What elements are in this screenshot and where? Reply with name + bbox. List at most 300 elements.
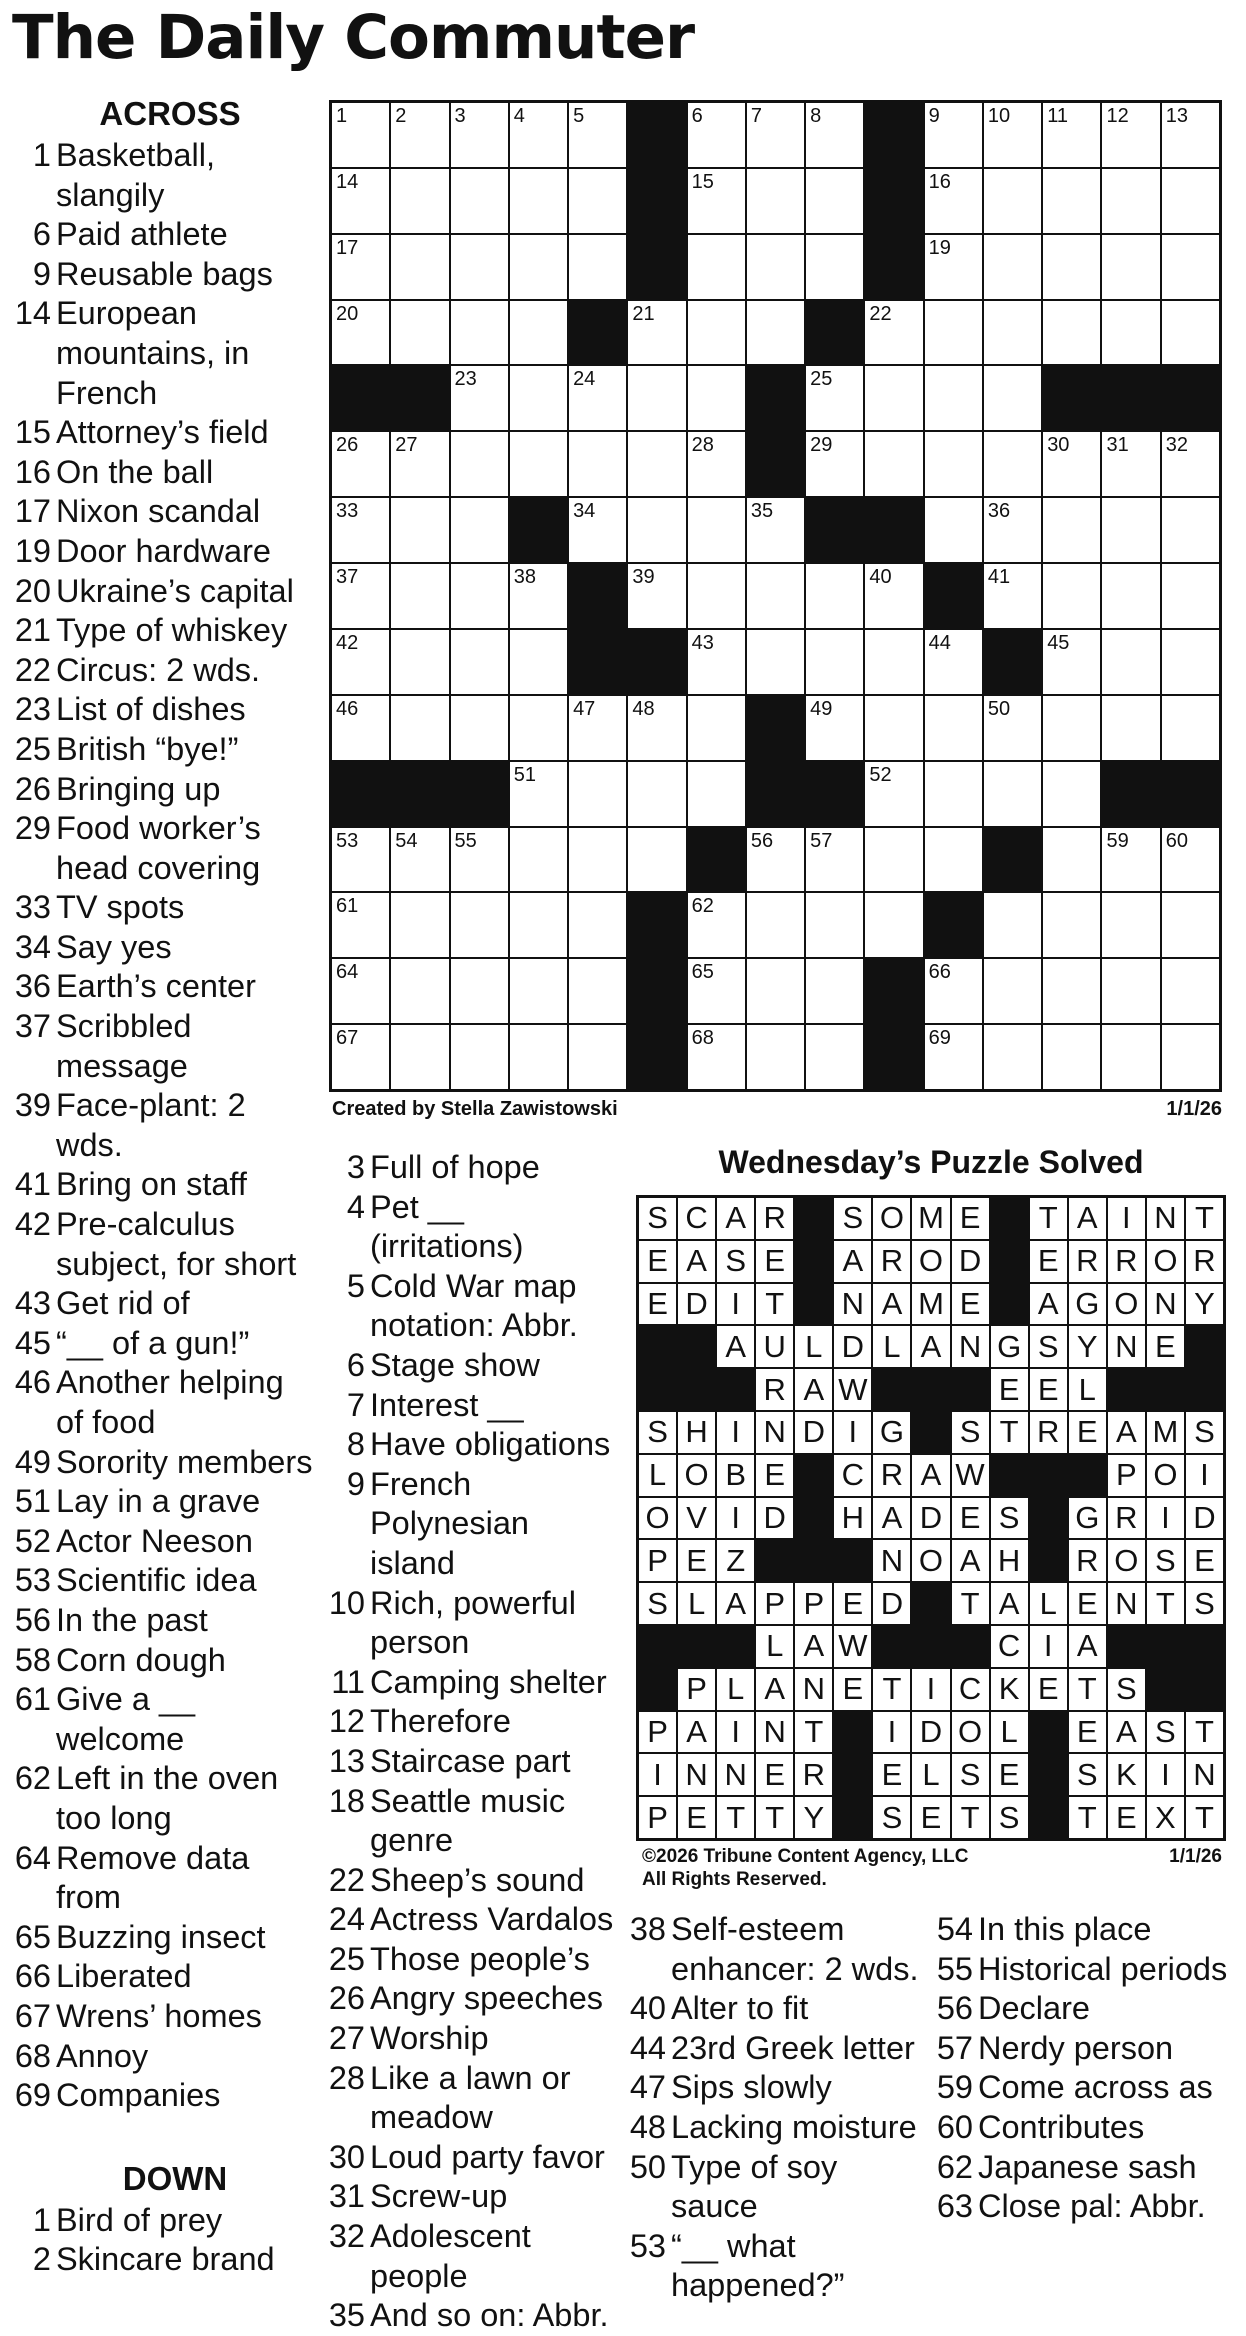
grid-cell[interactable] (984, 1025, 1041, 1089)
grid-cell[interactable] (806, 564, 863, 628)
grid-cell[interactable] (332, 1025, 389, 1089)
grid-cell[interactable] (510, 235, 567, 299)
grid-cell[interactable] (332, 498, 389, 562)
grid-cell[interactable] (510, 1025, 567, 1089)
black-square (688, 828, 745, 892)
clue-text: Food worker’s head covering (56, 810, 261, 886)
grid-cell[interactable] (391, 498, 448, 562)
grid-cell[interactable] (628, 696, 685, 760)
grid-cell[interactable] (332, 630, 389, 694)
grid-cell[interactable] (806, 630, 863, 694)
grid-cell[interactable] (391, 828, 448, 892)
grid-cell[interactable] (865, 696, 922, 760)
clue-text: Screw-up (370, 2178, 508, 2215)
grid-cell[interactable] (806, 169, 863, 233)
grid-cell[interactable] (569, 1025, 626, 1089)
down-clue (318, 1267, 618, 1346)
grid-cell[interactable] (806, 828, 863, 892)
down-clue (4, 2240, 316, 2280)
grid-cell[interactable] (925, 1025, 982, 1089)
solution-letter: P (639, 1540, 676, 1581)
grid-cell[interactable] (747, 828, 804, 892)
across-clue (4, 1641, 316, 1681)
grid-cell[interactable] (569, 432, 626, 496)
clue-text: Basketball, slangily (56, 137, 215, 213)
solution-letter: H (991, 1540, 1028, 1581)
down-clue (318, 2059, 618, 2138)
grid-cell[interactable] (332, 828, 389, 892)
grid-cell[interactable] (451, 696, 508, 760)
grid-cell[interactable] (1102, 498, 1159, 562)
grid-cell[interactable] (451, 498, 508, 562)
grid-cell[interactable] (332, 696, 389, 760)
grid-cell[interactable] (1102, 893, 1159, 957)
clue-text: On the ball (56, 453, 214, 490)
solution-letter: A (678, 1712, 715, 1753)
grid-cell[interactable] (688, 235, 745, 299)
grid-cell[interactable] (1162, 696, 1219, 760)
solution-letter: I (834, 1412, 871, 1453)
across-clue (4, 255, 316, 295)
grid-cell[interactable] (747, 959, 804, 1023)
clue-number: 56 (14, 1601, 51, 1638)
clue-text: Come across as (978, 2069, 1213, 2106)
grid-cell[interactable] (984, 169, 1041, 233)
grid-cell[interactable] (747, 1025, 804, 1089)
grid-cell[interactable] (451, 301, 508, 365)
clue-number: 49 (14, 1443, 51, 1480)
grid-cell[interactable] (925, 235, 982, 299)
across-clue (4, 1086, 316, 1165)
grid-cell[interactable] (984, 103, 1041, 167)
grid-cell[interactable] (1162, 564, 1219, 628)
solution-letter: E (1030, 1241, 1067, 1282)
grid-cell[interactable] (925, 169, 982, 233)
down-clue (318, 1425, 618, 1465)
down-clue (626, 2029, 931, 2069)
clue-text: Have obligations (370, 1426, 611, 1463)
cell-number: 53 (336, 829, 359, 852)
solution-letter: V (678, 1498, 715, 1539)
grid-cell[interactable] (1043, 630, 1100, 694)
grid-cell[interactable] (1162, 959, 1219, 1023)
solved-title: Wednesday’s Puzzle Solved (718, 1144, 1144, 1180)
solution-letter: N (678, 1754, 715, 1795)
clue-text: Contributes (978, 2108, 1145, 2145)
black-square (391, 366, 448, 430)
solution-letter: S (639, 1583, 676, 1624)
across-list (4, 136, 316, 2116)
cell-number: 43 (691, 631, 714, 654)
black-square (639, 1369, 676, 1410)
grid-cell[interactable] (391, 959, 448, 1023)
cell-number: 8 (810, 105, 822, 127)
solution-letter: E (1186, 1540, 1223, 1581)
grid-cell[interactable] (1162, 103, 1219, 167)
black-square (795, 1198, 832, 1239)
grid-cell[interactable] (747, 893, 804, 957)
grid-cell[interactable] (391, 630, 448, 694)
grid-cell[interactable] (510, 762, 567, 826)
grid-cell[interactable] (747, 564, 804, 628)
grid-cell[interactable] (510, 828, 567, 892)
grid-cell[interactable] (451, 432, 508, 496)
grid-cell[interactable] (1162, 828, 1219, 892)
grid-cell[interactable] (332, 235, 389, 299)
grid-cell[interactable] (984, 893, 1041, 957)
grid-cell[interactable] (688, 169, 745, 233)
grid-cell[interactable] (806, 432, 863, 496)
grid-cell[interactable] (391, 564, 448, 628)
grid-cell[interactable] (391, 1025, 448, 1089)
grid-cell[interactable] (1043, 564, 1100, 628)
grid-cell[interactable] (510, 301, 567, 365)
black-square (451, 762, 508, 826)
grid-cell[interactable] (451, 630, 508, 694)
down-clue (318, 1663, 618, 1703)
grid-cell[interactable] (747, 630, 804, 694)
grid-cell[interactable] (569, 893, 626, 957)
grid-cell[interactable] (1162, 498, 1219, 562)
grid-cell[interactable] (688, 432, 745, 496)
down-clue (318, 1782, 618, 1861)
grid-cell[interactable] (391, 235, 448, 299)
clue-number: 55 (936, 1950, 973, 1987)
grid-cell[interactable] (451, 103, 508, 167)
clue-text: French Polynesian island (370, 1465, 529, 1581)
solution-letter: I (873, 1712, 910, 1753)
grid-cell[interactable] (984, 366, 1041, 430)
grid-cell[interactable] (747, 169, 804, 233)
grid-cell[interactable] (925, 696, 982, 760)
grid-cell[interactable] (628, 498, 685, 562)
grid-cell[interactable] (1102, 696, 1159, 760)
solution-letter: E (991, 1369, 1028, 1410)
solution-letter: R (873, 1241, 910, 1282)
grid-cell[interactable] (1043, 432, 1100, 496)
grid-cell[interactable] (332, 301, 389, 365)
grid-cell[interactable] (984, 432, 1041, 496)
grid-cell[interactable] (747, 103, 804, 167)
clue-text: Close pal: Abbr. (978, 2188, 1206, 2225)
grid-cell[interactable] (984, 696, 1041, 760)
clue-text: Staircase part (370, 1742, 571, 1779)
grid-cell[interactable] (569, 762, 626, 826)
across-clue (4, 1918, 316, 1958)
grid-cell[interactable] (569, 235, 626, 299)
cell-number: 60 (1165, 829, 1188, 852)
black-square (569, 301, 626, 365)
black-square (1030, 1712, 1067, 1753)
grid-cell[interactable] (451, 564, 508, 628)
clue-text: Lacking moisture (671, 2108, 917, 2145)
solution-letter: S (1147, 1712, 1184, 1753)
solution-letter: A (1108, 1712, 1145, 1753)
solution-letter: A (795, 1626, 832, 1667)
down-clue (933, 2068, 1233, 2108)
grid-cell[interactable] (569, 498, 626, 562)
grid-cell[interactable] (1043, 1025, 1100, 1089)
black-square (678, 1626, 715, 1667)
down-clue (933, 1910, 1233, 1950)
solution-letter: S (639, 1198, 676, 1239)
grid-cell[interactable] (925, 959, 982, 1023)
grid-cell[interactable] (391, 432, 448, 496)
grid-cell[interactable] (510, 696, 567, 760)
clue-text: Adolescent people (370, 2218, 531, 2294)
down-clues-col2 (318, 1148, 618, 2336)
grid-cell[interactable] (1102, 564, 1159, 628)
grid-cell[interactable] (1043, 169, 1100, 233)
grid-cell[interactable] (391, 301, 448, 365)
across-clue (4, 967, 316, 1007)
black-square (795, 1241, 832, 1282)
solution-letter: I (717, 1712, 754, 1753)
grid-cell[interactable] (510, 169, 567, 233)
grid-cell[interactable] (332, 959, 389, 1023)
solution-letter: D (1186, 1498, 1223, 1539)
down-clue (318, 2019, 618, 2059)
black-square (865, 1025, 922, 1089)
down-list-4 (933, 1910, 1233, 2227)
grid-cell[interactable] (451, 1025, 508, 1089)
grid-cell[interactable] (865, 893, 922, 957)
grid-cell[interactable] (925, 366, 982, 430)
solution-letter: E (756, 1241, 793, 1282)
grid-cell[interactable] (1043, 235, 1100, 299)
grid-cell[interactable] (984, 498, 1041, 562)
grid-cell[interactable] (865, 762, 922, 826)
grid-cell[interactable] (1102, 301, 1159, 365)
grid-cell[interactable] (806, 696, 863, 760)
grid-cell[interactable] (1102, 103, 1159, 167)
clue-number: 22 (328, 1861, 365, 1898)
clue-number: 9 (346, 1465, 365, 1502)
across-clue (4, 215, 316, 255)
grid-cell[interactable] (806, 959, 863, 1023)
grid-cell[interactable] (628, 432, 685, 496)
grid-cell[interactable] (1162, 301, 1219, 365)
down-clue (933, 2148, 1233, 2188)
grid-cell[interactable] (332, 432, 389, 496)
grid-cell[interactable] (391, 169, 448, 233)
solution-letter: P (639, 1797, 676, 1838)
across-clue (4, 1680, 316, 1759)
solution-letter: E (991, 1754, 1028, 1795)
grid-cell[interactable] (332, 893, 389, 957)
clue-number: 6 (32, 216, 51, 253)
clue-number: 53 (629, 2227, 666, 2264)
across-clue (4, 453, 316, 493)
cell-number: 45 (1047, 631, 1070, 654)
grid-cell[interactable] (688, 893, 745, 957)
grid-cell[interactable] (1162, 235, 1219, 299)
grid-cell[interactable] (1102, 432, 1159, 496)
grid-cell[interactable] (1043, 893, 1100, 957)
solution-letter: L (756, 1626, 793, 1667)
solution-letter: T (1069, 1669, 1106, 1710)
grid-cell[interactable] (1043, 498, 1100, 562)
clue-number: 51 (14, 1483, 51, 1520)
grid-cell[interactable] (688, 959, 745, 1023)
grid-cell[interactable] (747, 498, 804, 562)
grid-cell[interactable] (865, 366, 922, 430)
grid-cell[interactable] (1043, 301, 1100, 365)
clue-number: 54 (936, 1911, 973, 1947)
grid-cell[interactable] (391, 103, 448, 167)
solution-letter: T (756, 1797, 793, 1838)
grid-cell[interactable] (1043, 828, 1100, 892)
solution-letter: S (1069, 1754, 1106, 1795)
grid-cell[interactable] (628, 828, 685, 892)
grid-cell[interactable] (865, 828, 922, 892)
grid-cell[interactable] (688, 301, 745, 365)
grid-cell[interactable] (451, 828, 508, 892)
across-clue (4, 730, 316, 770)
grid-cell[interactable] (628, 564, 685, 628)
down-clue (318, 1702, 618, 1742)
grid-cell[interactable] (688, 498, 745, 562)
grid-cell[interactable] (1162, 169, 1219, 233)
grid-cell[interactable] (451, 169, 508, 233)
grid-cell[interactable] (747, 301, 804, 365)
grid-cell[interactable] (688, 1025, 745, 1089)
grid-cell[interactable] (688, 762, 745, 826)
solution-letter: N (1147, 1284, 1184, 1325)
grid-cell[interactable] (391, 696, 448, 760)
grid-cell[interactable] (925, 301, 982, 365)
down-clue (318, 2217, 618, 2296)
grid-cell[interactable] (806, 103, 863, 167)
grid-cell[interactable] (688, 564, 745, 628)
grid-cell[interactable] (1043, 762, 1100, 826)
grid-cell[interactable] (510, 893, 567, 957)
grid-cell[interactable] (569, 169, 626, 233)
grid-cell[interactable] (1162, 432, 1219, 496)
clue-text: Seattle music genre (370, 1782, 566, 1859)
grid-cell[interactable] (510, 432, 567, 496)
grid-cell[interactable] (925, 828, 982, 892)
grid-cell[interactable] (688, 630, 745, 694)
grid-cell[interactable] (1102, 1025, 1159, 1089)
cell-number: 36 (987, 500, 1011, 523)
grid-cell[interactable] (688, 103, 745, 167)
grid-cell[interactable] (865, 630, 922, 694)
clue-number: 20 (14, 572, 51, 609)
grid-cell[interactable] (510, 630, 567, 694)
grid-cell[interactable] (569, 828, 626, 892)
grid-cell[interactable] (391, 893, 448, 957)
grid-cell[interactable] (688, 366, 745, 430)
grid-cell[interactable] (628, 366, 685, 430)
grid-cell[interactable] (451, 366, 508, 430)
grid-cell[interactable] (510, 959, 567, 1023)
grid-cell[interactable] (865, 301, 922, 365)
grid-cell[interactable] (1043, 959, 1100, 1023)
solution-letter: R (1069, 1540, 1106, 1581)
grid-cell[interactable] (865, 432, 922, 496)
clue-number: 47 (629, 2069, 666, 2106)
grid-cell[interactable] (1043, 103, 1100, 167)
grid-cell[interactable] (1162, 1025, 1219, 1089)
black-square (628, 893, 685, 957)
clue-number: 12 (328, 1703, 365, 1740)
solution-letter: D (756, 1498, 793, 1539)
grid-cell[interactable] (332, 564, 389, 628)
clue-number: 24 (328, 1901, 365, 1938)
black-square (639, 1626, 676, 1667)
grid-cell[interactable] (451, 893, 508, 957)
black-square (834, 1540, 871, 1581)
clue-number: 21 (14, 612, 51, 649)
down-clue (318, 2296, 618, 2336)
black-square (873, 1369, 910, 1410)
grid-cell[interactable] (1102, 959, 1159, 1023)
grid-cell[interactable] (1102, 235, 1159, 299)
grid-cell[interactable] (688, 696, 745, 760)
grid-cell[interactable] (806, 235, 863, 299)
grid-cell[interactable] (1102, 169, 1159, 233)
grid-cell[interactable] (806, 1025, 863, 1089)
grid-cell[interactable] (569, 696, 626, 760)
clue-text: Sheep’s sound (370, 1861, 585, 1898)
grid-cell[interactable] (984, 235, 1041, 299)
black-square (991, 1198, 1028, 1239)
grid-cell[interactable] (510, 564, 567, 628)
grid-cell[interactable] (984, 959, 1041, 1023)
grid-cell[interactable] (925, 498, 982, 562)
grid-cell[interactable] (925, 432, 982, 496)
grid-cell[interactable] (628, 762, 685, 826)
grid-cell[interactable] (925, 103, 982, 167)
black-square (991, 1284, 1028, 1325)
grid-cell[interactable] (865, 564, 922, 628)
clue-number: 36 (14, 968, 51, 1005)
grid-cell[interactable] (569, 103, 626, 167)
grid-cell[interactable] (628, 301, 685, 365)
clue-text: Circus: 2 wds. (56, 651, 261, 688)
black-square (628, 959, 685, 1023)
grid-cell[interactable] (806, 893, 863, 957)
grid-cell[interactable] (510, 366, 567, 430)
grid-cell[interactable] (569, 366, 626, 430)
grid-cell[interactable] (510, 103, 567, 167)
grid-cell[interactable] (1102, 630, 1159, 694)
grid-cell[interactable] (984, 564, 1041, 628)
grid-cell[interactable] (806, 366, 863, 430)
grid-cell[interactable] (451, 235, 508, 299)
grid-cell[interactable] (1162, 893, 1219, 957)
grid-cell[interactable] (984, 301, 1041, 365)
clue-text: Get rid of (56, 1285, 190, 1322)
solution-letter: S (1186, 1583, 1223, 1624)
grid-cell[interactable] (984, 762, 1041, 826)
solution-letter: P (1108, 1455, 1145, 1496)
grid-cell[interactable] (569, 959, 626, 1023)
grid-cell[interactable] (1043, 696, 1100, 760)
grid-cell[interactable] (925, 630, 982, 694)
grid-cell[interactable] (1162, 630, 1219, 694)
grid-cell[interactable] (747, 235, 804, 299)
solution-letter: E (756, 1754, 793, 1795)
grid-cell[interactable] (332, 103, 389, 167)
grid-cell[interactable] (925, 762, 982, 826)
grid-cell[interactable] (1102, 828, 1159, 892)
clue-text: Therefore (370, 1703, 511, 1740)
down-clue (318, 1940, 618, 1980)
grid-cell[interactable] (332, 169, 389, 233)
grid-cell[interactable] (451, 959, 508, 1023)
